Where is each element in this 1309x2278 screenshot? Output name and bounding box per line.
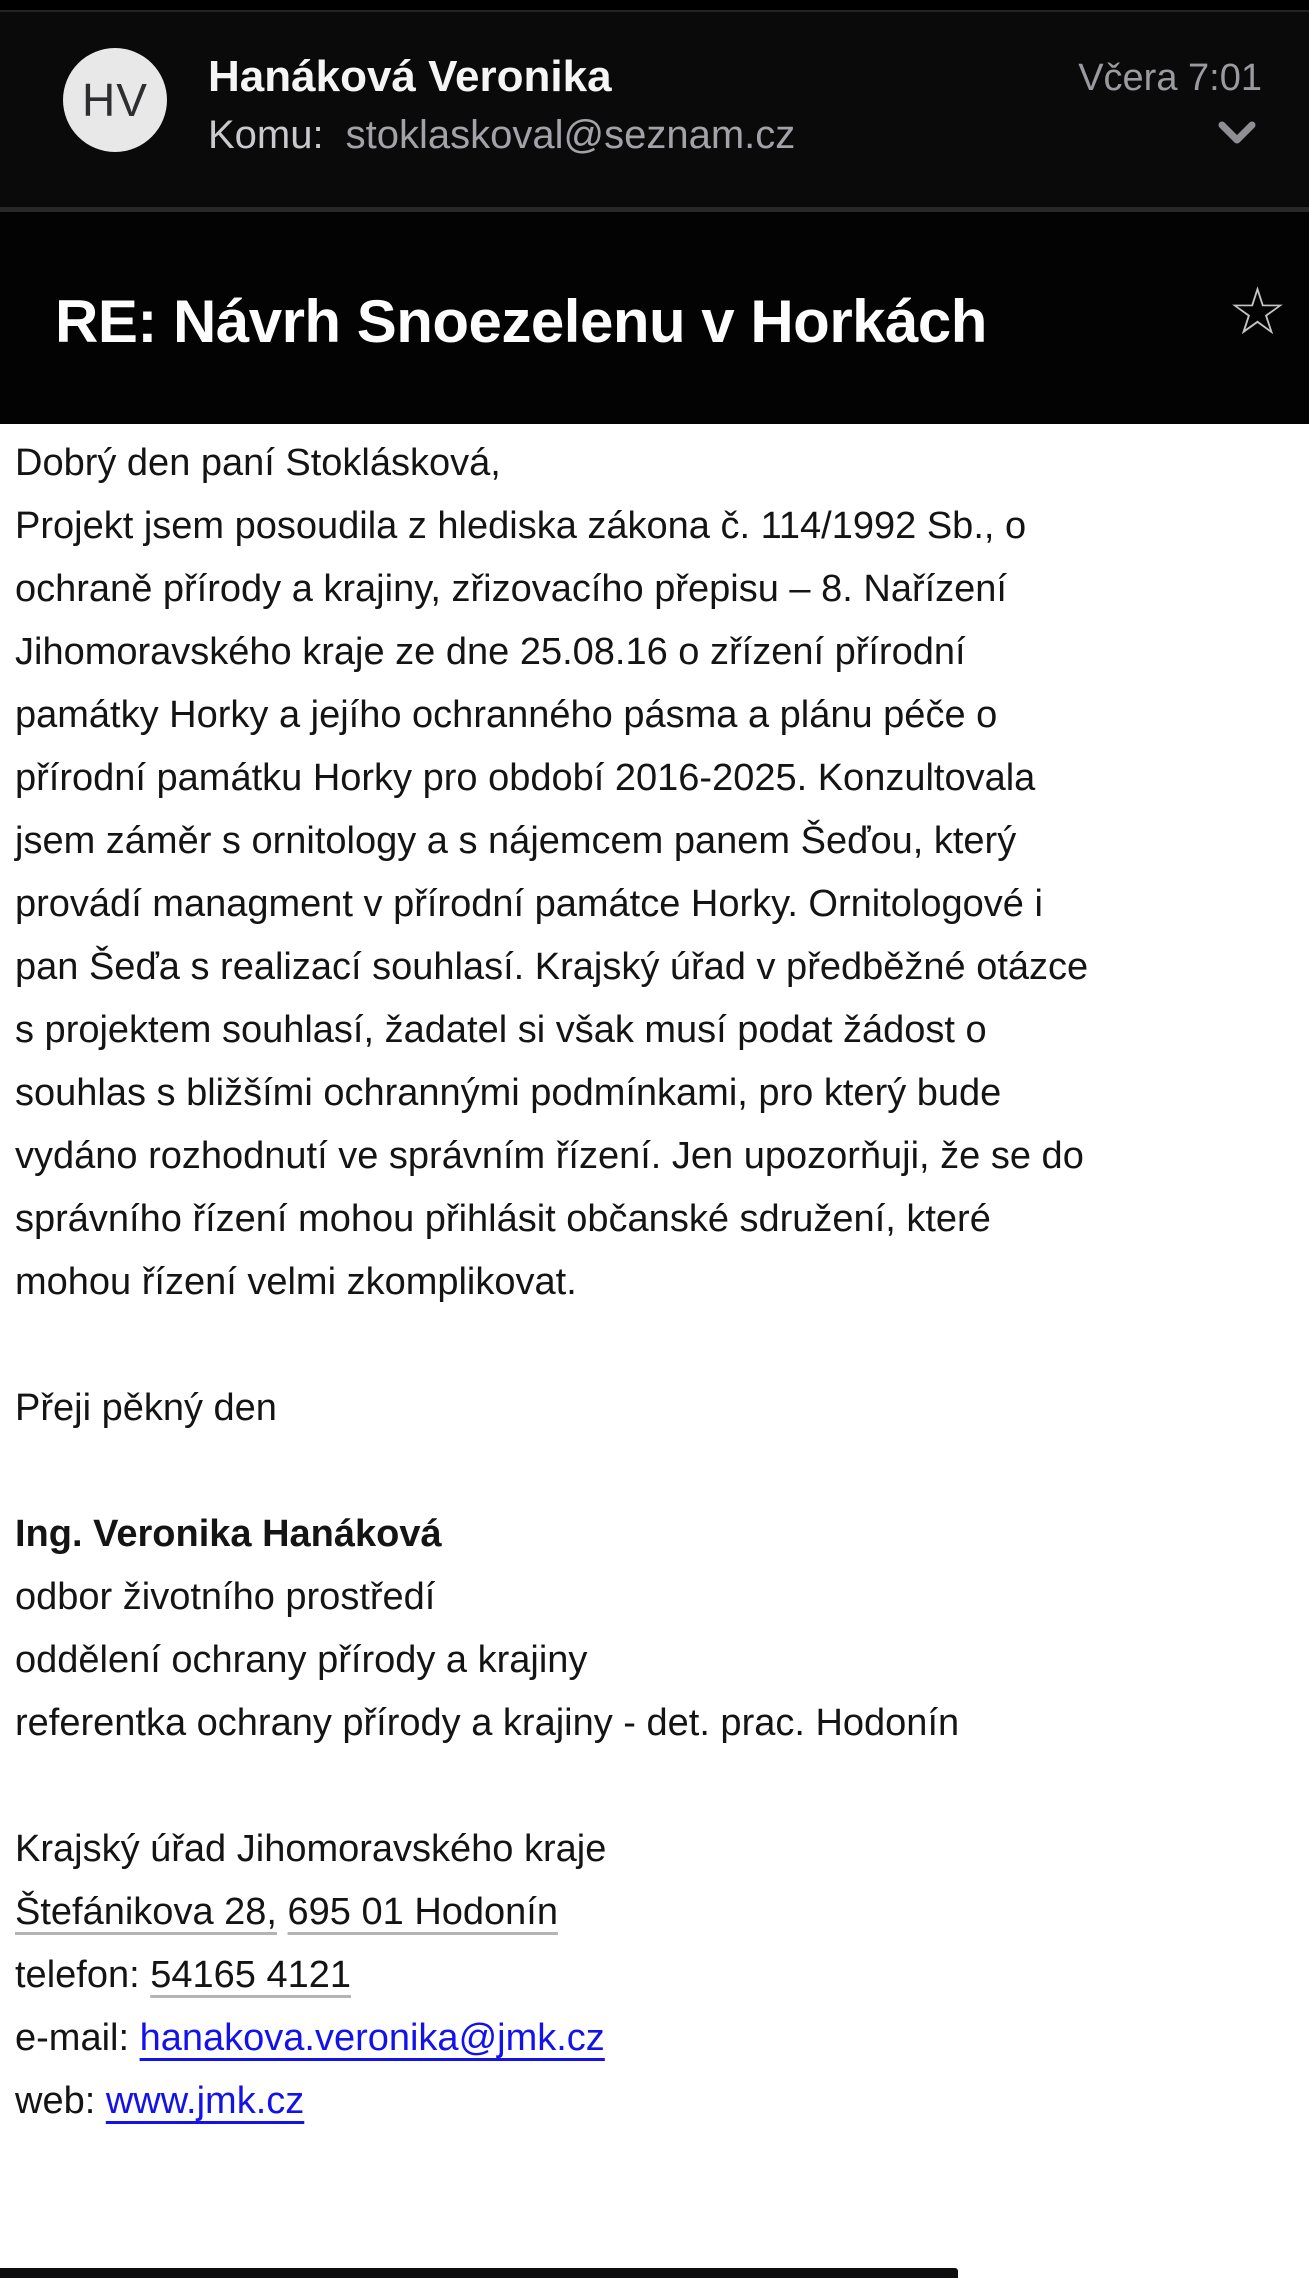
body-line [15,1188,1295,1251]
body-line [15,1503,1295,1566]
body-line [15,1251,1295,1314]
body-line [15,495,1295,558]
body-line [15,873,1295,936]
body-text: Ing. Veronika Hanáková [15,1513,442,1555]
to-address[interactable]: stoklaskoval@seznam.cz [345,113,796,157]
inline-link[interactable]: 54165 4121 [150,1954,351,1996]
body-text: souhlas s bližšími ochrannými podmínkami, pro který bude [15,1072,1002,1114]
body-line [15,810,1295,873]
body-line [15,747,1295,810]
body-line [15,432,1295,495]
chevron-down-icon[interactable] [1218,120,1256,146]
body-text: Dobrý den paní Stoklásková, [15,442,501,484]
body-text: mohou řízení velmi zkomplikovat. [15,1261,577,1303]
body-line [15,1944,1295,2007]
body-text: s projektem souhlasí, žadatel si však musí podat žádost o [15,1009,987,1051]
next-message-edge [0,2268,958,2278]
top-strip [0,0,1309,10]
body-text: provádí managment v přírodní památce Horky. Ornitologové i [15,883,1043,925]
body-text: Přeji pěkný den [15,1387,277,1429]
body-line [15,1377,1295,1440]
body-text: pan Šeďa s realizací souhlasí. Krajský úřad v předběžné otázce [15,946,1089,988]
inline-link[interactable]: www.jmk.cz [105,2080,305,2122]
body-text: web: [15,2080,106,2122]
body-text: oddělení ochrany přírody a krajiny [15,1639,588,1681]
body-text: jsem záměr s ornitology a s nájemcem panem Šeďou, který [15,820,1017,862]
sender-name: Hanáková Veronika [208,52,612,101]
body-line [15,1062,1295,1125]
body-line [15,1125,1295,1188]
body-text [277,1891,288,1933]
body-line [15,936,1295,999]
inline-link[interactable]: hanakova.veronika@jmk.cz [139,2017,605,2059]
body-text: vydáno rozhodnutí ve správním řízení. Jen upozorňuji, že se do [15,1135,1084,1177]
body-line [15,621,1295,684]
message-body [0,424,1309,2278]
body-line [15,2070,1295,2133]
body-text: Krajský úřad Jihomoravského kraje [15,1828,607,1870]
subject-title: RE: Návrh Snoezelenu v Horkách [55,288,987,355]
inline-link[interactable]: 695 01 Hodonín [287,1891,558,1933]
body-text: Projekt jsem posoudila z hlediska zákona č. 114/1992 Sb., o [15,505,1027,547]
body-line [15,1692,1295,1755]
body-line [15,1440,1295,1503]
star-outline-icon[interactable]: ☆ [1227,274,1287,348]
body-line [15,1881,1295,1944]
body-line [15,1566,1295,1629]
body-line [15,684,1295,747]
inline-link[interactable]: Štefánikova 28, [15,1891,277,1933]
body-line [15,1314,1295,1377]
avatar-initials: HV [82,74,148,126]
body-text: telefon: [15,1954,151,1996]
body-text: referentka ochrany přírody a krajiny - det. prac. Hodonín [15,1702,960,1744]
recipient-line [208,112,795,158]
message-header [0,12,1309,207]
timestamp: Včera 7:01 [1078,57,1262,99]
body-text: e-mail: [15,2017,140,2059]
body-line [15,1629,1295,1692]
body-text: správního řízení mohou přihlásit občanské sdružení, které [15,1198,991,1240]
body-line [15,1818,1295,1881]
to-label: Komu: [208,113,324,157]
subject-bar [0,212,1309,424]
body-text: památky Horky a jejího ochranného pásma a plánu péče o [15,694,998,736]
body-line [15,2007,1295,2070]
body-text: Jihomoravského kraje ze dne 25.08.16 o zřízení přírodní [15,631,966,673]
avatar[interactable] [63,48,167,152]
body-line [15,999,1295,1062]
body-text: ochraně přírody a krajiny, zřizovacího přepisu – 8. Nařízení [15,568,1007,610]
body-line [15,1755,1295,1818]
body-text: přírodní památku Horky pro období 2016-2025. Konzultovala [15,757,1036,799]
body-text: odbor životního prostředí [15,1576,436,1618]
body-line [15,558,1295,621]
